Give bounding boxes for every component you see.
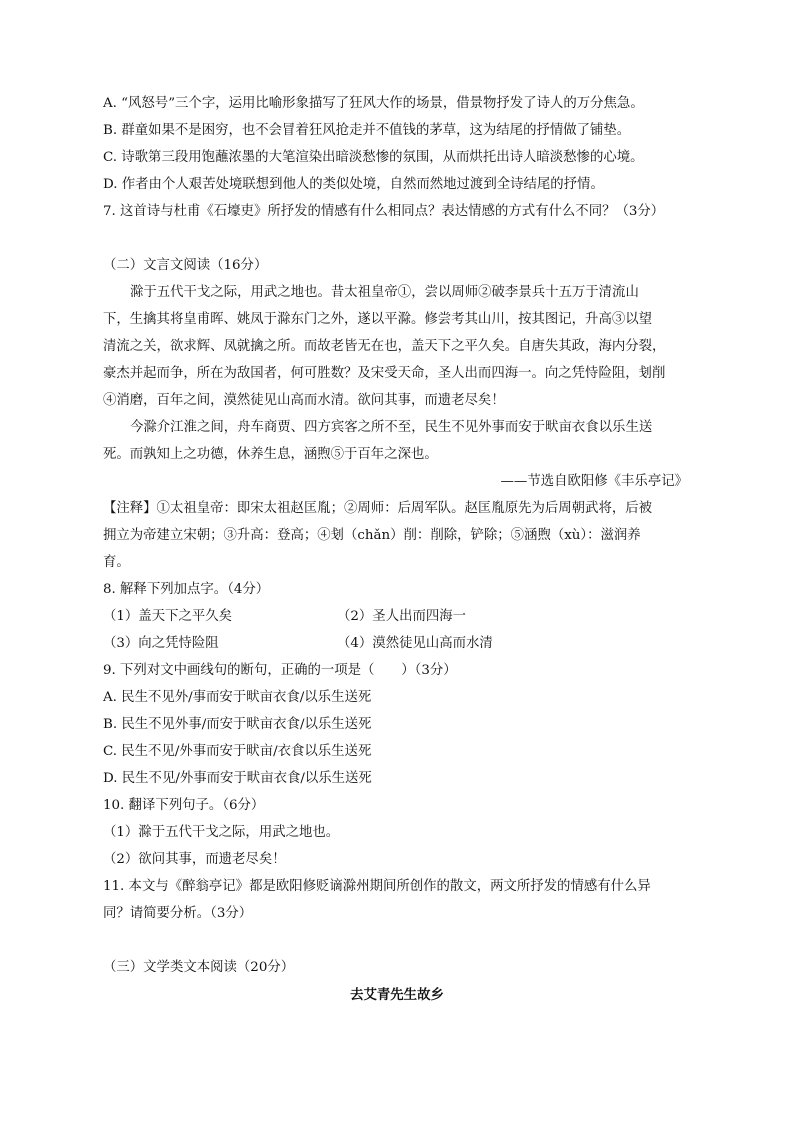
question-8: 8. 解释下列加点字。（4分） [103,582,270,597]
option-a: A. “风怒号”三个字，运用比喻形象描写了狂风大作的场景，借景物抒发了诗人的万分焦急。 [103,96,644,111]
question-11-line-2: 同？请简要分析。（3分） [103,906,253,921]
section-2-title: （二）文言文阅读（16分） [103,258,268,273]
q8-item-3: （3）向之凭恃险阻 [103,636,219,651]
passage-source: ——节选自欧阳修《丰乐亭记》 [500,474,688,489]
passage-line-3: 清流之关，欲求辉、凤就擒之所。而故老皆无在也，盖天下之平久矣。自唐失其政，海内分裂， [103,339,666,354]
passage-line-7: 死。而孰知上之功德，休养生息，涵煦⑤于百年之深也。 [103,447,438,462]
notes-line-1: 【注释】①太祖皇帝：即宋太祖赵匡胤；②周师：后周军队。赵匡胤原先为后周朝武将，后被 [103,501,653,516]
notes-line-2: 拥立为帝建立宋朝；③升高：登高；④刬（chǎn）削：削除，铲除；⑤涵煦（xù）：滋润养 [103,528,641,543]
notes-line-3: 育。 [103,555,130,570]
q8-item-4: （4）漠然徒见山高而水清 [337,636,493,651]
article-title: 去艾青先生故乡 [350,987,444,1003]
question-10: 10. 翻译下列句子。（6分） [103,798,265,813]
passage-line-6: 今滁介江淮之间，舟车商贾、四方宾客之所不至，民生不见外事而安于畎亩衣食以乐生送 [130,420,653,435]
passage-line-5: ④消磨，百年之间，漠然徒见山高而水清。欲问其事，而遗老尽矣！ [103,393,505,408]
passage-line-1: 滁于五代干戈之际，用武之地也。昔太祖皇帝①，尝以周师②破李景兵十五万于清流山 [130,285,639,300]
option-d: D. 作者由个人艰苦处境联想到他人的类似处境，自然而然地过渡到全诗结尾的抒情。 [103,177,604,192]
q9-option-c: C. 民生不见/外事而安于畎亩/衣食以乐生送死 [103,744,372,759]
question-9: 9. 下列对文中画线句的断句，正确的一项是（ ）（3分） [103,663,457,678]
q9-option-a: A. 民生不见外/事而安于畎亩衣食/以乐生送死 [103,690,372,705]
option-b: B. 群童如果不是困穷，也不会冒着狂风抢走并不值钱的茅草，这为结尾的抒情做了铺垫。 [103,123,631,138]
question-7: 7. 这首诗与杜甫《石壕吏》所抒发的情感有什么相同点？表达情感的方式有什么不同？（3分） [103,204,665,219]
q10-item-1: （1）滁于五代干戈之际，用武之地也。 [103,825,340,840]
q8-item-2: （2）圣人出而四海一 [337,609,467,624]
passage-line-2: 下，生擒其将皇甫晖、姚凤于滁东门之外，遂以平滁。修尝考其山川，按其图记，升高③以望 [103,312,653,327]
question-11-line-1: 11. 本文与《醉翁亭记》都是欧阳修贬谪滁州期间所创作的散文，两文所抒发的情感有什么异 [103,879,651,894]
option-c: C. 诗歌第三段用饱蘸浓墨的大笔渲染出暗淡愁惨的氛围，从而烘托出诗人暗淡愁惨的心境。 [103,150,644,165]
q9-option-d: D. 民生不见/外事而安于畎亩衣食/以乐生送死 [103,771,372,786]
q8-item-1: （1）盖天下之平久矣 [103,609,233,624]
passage-line-4: 豪杰并起而争，所在为敌国者，何可胜数？及宋受天命，圣人出而四海一。向之凭恃险阻，刬削 [103,366,666,381]
section-3-title: （三）文学类文本阅读（20分） [103,960,295,975]
q10-item-2: （2）欲问其事，而遗老尽矣！ [103,852,286,867]
q9-option-b: B. 民生不见外事/而安于畎亩衣食/以乐生送死 [103,717,372,732]
